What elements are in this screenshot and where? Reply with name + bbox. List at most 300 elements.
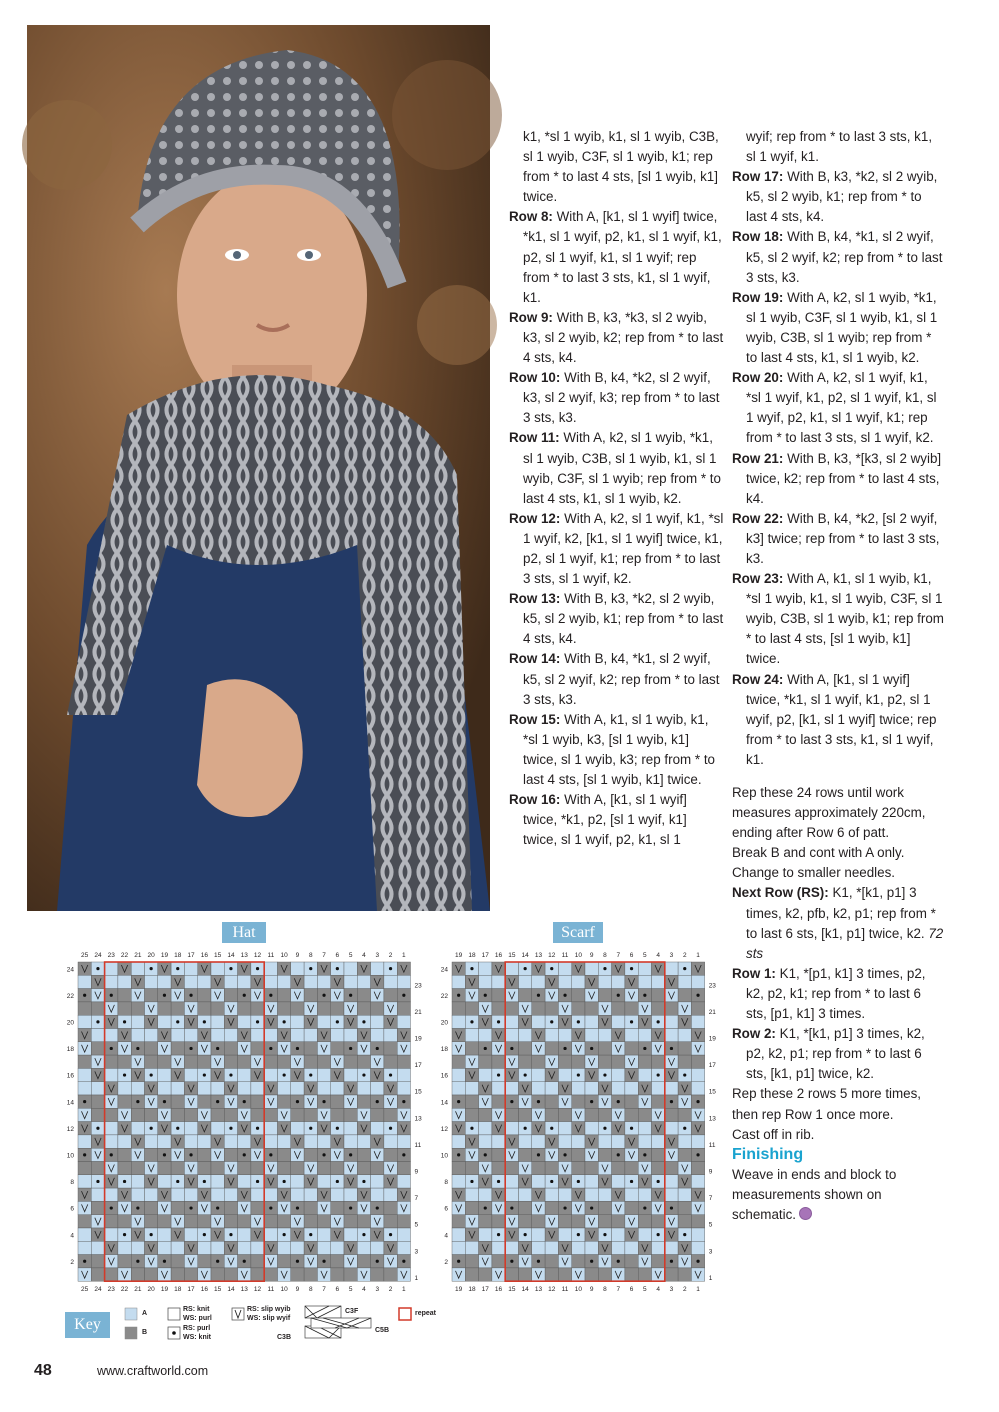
hat-cell [238, 975, 251, 988]
hat-purl-dot [389, 1073, 392, 1076]
hat-purl-dot [269, 994, 272, 997]
scarf-cell [532, 1068, 545, 1081]
hat-cell [264, 1135, 277, 1148]
scarf-purl-dot [457, 994, 460, 997]
scarf-cell [638, 1135, 651, 1148]
scarf-cell [598, 1042, 611, 1055]
scarf-cell [612, 1055, 625, 1068]
scarf-cell [465, 1201, 478, 1214]
scarf-row-label-left: 24 [440, 966, 448, 974]
hat-col-label: 1 [402, 1286, 406, 1294]
hat-cell [224, 1188, 237, 1201]
hat-cell [264, 1108, 277, 1121]
hat-cell [78, 1002, 91, 1015]
hat-col-label: 2 [388, 1286, 393, 1294]
scarf-chart [432, 945, 722, 1295]
hat-cell [331, 1255, 344, 1268]
scarf-cell [585, 1241, 598, 1254]
key-slip-rs: RS: slip wyib [247, 1306, 291, 1313]
scarf-cell [558, 1215, 571, 1228]
row-13: Row 13: With B, k3, *k2, sl 2 wyib, k5, sl 2 wyib, k1; rep from * to last 4 sts, k4. [509, 591, 724, 647]
hat-cell [251, 1255, 264, 1268]
scarf-col-label: 12 [548, 1286, 556, 1294]
scarf-cell [598, 975, 611, 988]
hat-cell [91, 1108, 104, 1121]
hat-cell [224, 1148, 237, 1161]
row-24: Row 24: With A, [k1, sl 1 wyif] twice, *k1, sl 1 wyif, k1, p2, sl 1 wyif, p2, [k1, sl 1 wyif] twice; rep from * to last 3 sts, k1, sl 1 wyif, k1. [732, 671, 937, 767]
scarf-cell [598, 989, 611, 1002]
scarf-purl-dot [643, 1153, 646, 1156]
hat-cell [105, 1068, 118, 1081]
key-repeat-swatch [399, 1308, 411, 1320]
hat-col-label: 15 [214, 1286, 222, 1294]
hat-cell [397, 1055, 410, 1068]
scarf-col-label: 1 [696, 952, 700, 959]
hat-purl-dot [362, 1073, 365, 1076]
hat-purl-dot [283, 1180, 286, 1183]
hat-cell [238, 1241, 251, 1254]
hat-purl-dot [389, 1127, 392, 1130]
scarf-col-label: 11 [561, 1286, 569, 1294]
hat-cell [198, 1148, 211, 1161]
hat-cell [171, 1095, 184, 1108]
hat-col-label: 3 [375, 952, 380, 959]
scarf-purl-dot [670, 1100, 673, 1103]
hat-row-label-left: 10 [66, 1152, 74, 1160]
hat-cell [224, 975, 237, 988]
hat-cell [184, 1268, 197, 1281]
hat-col-label: 18 [174, 952, 182, 959]
hat-cell [105, 1188, 118, 1201]
hat-cell [397, 1002, 410, 1015]
hat-purl-dot [283, 1020, 286, 1023]
scarf-cell [519, 1135, 532, 1148]
scarf-cell [465, 1095, 478, 1108]
hat-cell [224, 1029, 237, 1042]
scarf-purl-dot [484, 994, 487, 997]
scarf-cell [598, 1148, 611, 1161]
hat-purl-dot [176, 967, 179, 970]
hat-purl-dot [349, 994, 352, 997]
scarf-purl-dot [617, 1153, 620, 1156]
scarf-cell [625, 1042, 638, 1055]
hat-col-label: 5 [348, 1286, 353, 1294]
scarf-cell [492, 1162, 505, 1175]
scarf-purl-dot [497, 1020, 500, 1023]
hat-purl-dot [256, 1020, 259, 1023]
hat-cell [344, 1055, 357, 1068]
rib-row-1: Row 1: K1, *[p1, k1] 3 times, p2, k2, p2, k1; rep from * to last 6 sts, [p1, k1] 3 times. [732, 965, 926, 1022]
hat-purl-dot [243, 1100, 246, 1103]
hat-cell [397, 1135, 410, 1148]
row-20: Row 20: With A, k2, sl 1 wyif, k1, *sl 1 wyif, k1, p2, sl 1 wyif, k1, sl 1 wyif, p2, k1, sl 1 wyif, k1; rep from * to last 3 sts, sl 1 wyif, k2. [732, 370, 937, 446]
hat-cell [304, 1029, 317, 1042]
hat-purl-dot [163, 1260, 166, 1263]
scarf-cell [665, 1122, 678, 1135]
row-16-continued: wyif; rep from * to last 3 sts, k1, sl 1 wyif, k1. [746, 129, 933, 165]
scarf-cell [519, 1188, 532, 1201]
hat-cell [291, 1082, 304, 1095]
hat-col-label: 14 [227, 1286, 235, 1294]
scarf-cell [572, 989, 585, 1002]
hat-cell [131, 1268, 144, 1281]
hat-cell [78, 1215, 91, 1228]
scarf-cell [585, 1175, 598, 1188]
hat-cell [371, 1188, 384, 1201]
hat-col-label: 18 [174, 1286, 182, 1294]
hat-purl-dot [402, 1260, 405, 1263]
hat-cell [224, 1135, 237, 1148]
scarf-purl-dot [510, 1206, 513, 1209]
hat-purl-dot [376, 1260, 379, 1263]
hat-cell [304, 1188, 317, 1201]
scarf-cell [479, 1268, 492, 1281]
hat-cell [91, 1042, 104, 1055]
hat-cell [331, 1188, 344, 1201]
hat-cell [278, 989, 291, 1002]
scarf-purl-dot [537, 1100, 540, 1103]
hat-cell [291, 1029, 304, 1042]
hat-purl-dot [136, 1100, 139, 1103]
scarf-cell [638, 975, 651, 988]
scarf-col-label: 12 [548, 952, 556, 959]
hat-cell [331, 1268, 344, 1281]
hat-purl-dot [376, 1206, 379, 1209]
hat-cell [211, 1268, 224, 1281]
scarf-col-label: 10 [574, 1286, 582, 1294]
hat-cell [331, 1241, 344, 1254]
hat-cell [238, 1175, 251, 1188]
hat-cell [291, 1122, 304, 1135]
hat-cell [145, 1201, 158, 1214]
hat-cell [397, 1241, 410, 1254]
hat-row-label-left: 14 [66, 1099, 74, 1107]
hat-row-label-left: 16 [66, 1072, 74, 1080]
scarf-cell [665, 962, 678, 975]
hat-cell [371, 1002, 384, 1015]
hat-cell [78, 1068, 91, 1081]
hat-cell [384, 1108, 397, 1121]
hat-cell [118, 1162, 131, 1175]
hat-purl-dot [336, 1020, 339, 1023]
scarf-cell [652, 1162, 665, 1175]
hat-col-label: 8 [308, 1286, 313, 1294]
scarf-purl-dot [563, 1047, 566, 1050]
hat-cell [211, 962, 224, 975]
hat-purl-dot [203, 1020, 206, 1023]
hat-col-label: 2 [388, 952, 393, 959]
scarf-cell [558, 1228, 571, 1241]
scarf-row-label-left: 14 [440, 1099, 448, 1107]
hat-cell [158, 1175, 171, 1188]
scarf-cell [625, 1108, 638, 1121]
scarf-cell [545, 1201, 558, 1214]
hat-cell [211, 1029, 224, 1042]
hat-cell [357, 1148, 370, 1161]
scarf-cell [545, 1095, 558, 1108]
hat-cell [317, 1228, 330, 1241]
hat-cell [251, 1201, 264, 1214]
hat-purl-dot [296, 1206, 299, 1209]
scarf-cell [505, 1241, 518, 1254]
hat-purl-dot [203, 1233, 206, 1236]
hat-cell [158, 1228, 171, 1241]
hat-cell [317, 1162, 330, 1175]
hat-cell [371, 1082, 384, 1095]
scarf-cell [532, 1175, 545, 1188]
scarf-cell [625, 1188, 638, 1201]
scarf-row-label-right: 3 [708, 1248, 713, 1256]
hat-cell [91, 1082, 104, 1095]
scarf-cell [465, 1029, 478, 1042]
scarf-cell [492, 1002, 505, 1015]
hat-purl-dot [150, 1073, 153, 1076]
hat-cell [371, 1175, 384, 1188]
scarf-row-label-right: 15 [708, 1088, 716, 1096]
scarf-cell [678, 1042, 691, 1055]
hat-purl-dot [96, 967, 99, 970]
hat-purl-dot [136, 1047, 139, 1050]
hat-row-label-right: 1 [414, 1274, 419, 1282]
hat-cell [91, 1162, 104, 1175]
scarf-purl-dot [470, 1127, 473, 1130]
scarf-cell [652, 1095, 665, 1108]
scarf-purl-dot [670, 1206, 673, 1209]
hat-cell [238, 1055, 251, 1068]
scarf-purl-dot [457, 1153, 460, 1156]
scarf-cell [665, 1108, 678, 1121]
scarf-purl-dot [617, 994, 620, 997]
hat-col-label: 7 [322, 1286, 326, 1294]
scarf-cell [678, 975, 691, 988]
scarf-col-label: 17 [481, 952, 489, 959]
scarf-col-label: 14 [521, 952, 529, 959]
hat-cell [171, 1042, 184, 1055]
hat-cell [118, 1082, 131, 1095]
scarf-cell [665, 1241, 678, 1254]
scarf-cell [665, 1002, 678, 1015]
scarf-cell [452, 1002, 465, 1015]
hat-cell [278, 1135, 291, 1148]
scarf-col-label: 11 [561, 952, 569, 959]
hat-cell [397, 1228, 410, 1241]
scarf-cell [479, 1055, 492, 1068]
hat-cell [184, 1228, 197, 1241]
scarf-purl-dot [670, 1047, 673, 1050]
hat-purl-dot [389, 1233, 392, 1236]
scarf-cell [585, 1015, 598, 1028]
hat-cell [371, 962, 384, 975]
scarf-purl-dot [657, 1180, 660, 1183]
hat-cell [291, 1162, 304, 1175]
scarf-col-label: 7 [616, 952, 621, 959]
key-repeat-label: repeat [415, 1310, 437, 1317]
hat-cell [357, 1002, 370, 1015]
footer-url: www.craftworld.com [97, 1364, 209, 1378]
hat-cell [184, 1029, 197, 1042]
hat-cell [317, 975, 330, 988]
hat-cell [145, 1135, 158, 1148]
hat-purl-dot [229, 1073, 232, 1076]
hat-cell [91, 1188, 104, 1201]
hat-cell [91, 1002, 104, 1015]
hat-purl-dot [269, 1047, 272, 1050]
scarf-col-label: 5 [643, 952, 647, 959]
hat-cell [317, 1135, 330, 1148]
key-slip-ws: WS: slip wyif [247, 1315, 291, 1322]
hat-cell [344, 1122, 357, 1135]
hat-cell [264, 1215, 277, 1228]
hat-cell [278, 1241, 291, 1254]
hat-purl-dot [309, 1073, 312, 1076]
scarf-cell [545, 1002, 558, 1015]
scarf-cell [558, 1188, 571, 1201]
hat-cell [211, 1122, 224, 1135]
scarf-col-label: 17 [481, 1286, 489, 1294]
yarn-ball-icon [799, 1207, 812, 1220]
hat-cell [331, 1095, 344, 1108]
hat-cell [184, 1135, 197, 1148]
scarf-cell [638, 1108, 651, 1121]
hat-cell [291, 1002, 304, 1015]
scarf-purl-dot [643, 1206, 646, 1209]
hat-cell [198, 1241, 211, 1254]
hat-purl-dot [189, 1047, 192, 1050]
scarf-purl-dot [563, 1153, 566, 1156]
scarf-cell [479, 1108, 492, 1121]
hat-cell [317, 1215, 330, 1228]
scarf-cell [465, 1108, 478, 1121]
hat-cell [211, 1108, 224, 1121]
row-14: Row 14: With B, k4, *k1, sl 2 wyif, k5, sl 2 wyif, k2; rep from * to last 3 sts, k3. [509, 651, 720, 707]
hat-cell [184, 1215, 197, 1228]
scarf-purl-dot [537, 1260, 540, 1263]
scarf-purl-dot [630, 1020, 633, 1023]
scarf-cell [519, 1268, 532, 1281]
scarf-cell [572, 1082, 585, 1095]
hat-cell [317, 1082, 330, 1095]
hat-col-label: 5 [348, 952, 353, 959]
hat-col-label: 24 [94, 1286, 102, 1294]
hat-col-label: 16 [200, 1286, 208, 1294]
hat-purl-dot [402, 1153, 405, 1156]
scarf-purl-dot [670, 1260, 673, 1263]
hat-cell [304, 975, 317, 988]
hat-purl-dot [229, 1233, 232, 1236]
scarf-cell [545, 1108, 558, 1121]
scarf-cell [678, 1148, 691, 1161]
scarf-col-label: 4 [656, 952, 660, 959]
scarf-cell [572, 1162, 585, 1175]
scarf-cell [665, 1162, 678, 1175]
scarf-cell [638, 1055, 651, 1068]
scarf-col-label: 18 [468, 1286, 476, 1294]
hat-col-label: 6 [335, 1286, 340, 1294]
hat-cell [264, 1068, 277, 1081]
hat-cell [105, 1108, 118, 1121]
scarf-cell [545, 1255, 558, 1268]
scarf-row-label-left: 2 [444, 1258, 448, 1266]
hat-purl-dot [123, 1020, 126, 1023]
hat-cell [158, 1068, 171, 1081]
hat-cell [251, 1241, 264, 1254]
scarf-col-label: 6 [629, 952, 634, 959]
hat-row-label-right: 23 [414, 982, 422, 990]
hat-cell [105, 1055, 118, 1068]
hat-purl-dot [96, 1127, 99, 1130]
scarf-cell [678, 1268, 691, 1281]
cast-off: Cast off in rib. [732, 1126, 815, 1142]
hat-cell [78, 975, 91, 988]
scarf-row-label-left: 20 [440, 1019, 448, 1027]
key-title: Key [65, 1312, 110, 1338]
hat-cell [131, 1188, 144, 1201]
hat-cell [251, 1082, 264, 1095]
scarf-cell [545, 1162, 558, 1175]
scarf-cell [638, 1215, 651, 1228]
rib-row-2: Row 2: K1, *[k1, p1] 3 times, k2, p2, k2, p1; rep from * to last 6 sts, [k1, p1] twice, k2. [732, 1026, 925, 1082]
hat-purl-dot [362, 1180, 365, 1183]
scarf-cell [519, 1148, 532, 1161]
hat-cell [251, 1162, 264, 1175]
scarf-cell [505, 1268, 518, 1281]
hat-cell [131, 1241, 144, 1254]
hat-chart-title: Hat [222, 922, 266, 943]
scarf-row-label-left: 4 [444, 1232, 448, 1240]
scarf-cell [572, 1135, 585, 1148]
hat-cell [78, 1241, 91, 1254]
hat-cell [145, 1188, 158, 1201]
scarf-cell [678, 989, 691, 1002]
hat-cell [264, 1055, 277, 1068]
hat-col-label: 12 [253, 1286, 262, 1294]
hat-cell [211, 1175, 224, 1188]
hat-purl-dot [243, 1153, 246, 1156]
scarf-cell [465, 1042, 478, 1055]
hat-row-label-right: 3 [414, 1248, 419, 1256]
scarf-cell [691, 1162, 704, 1175]
hat-cell [357, 1135, 370, 1148]
hat-col-label: 17 [187, 952, 195, 959]
scarf-col-label: 8 [603, 952, 607, 959]
scarf-col-label: 18 [468, 952, 476, 959]
scarf-cell [452, 1135, 465, 1148]
scarf-purl-dot [657, 1233, 660, 1236]
hat-cell [171, 1255, 184, 1268]
hat-cell [91, 1029, 104, 1042]
hat-cell [291, 1108, 304, 1121]
hat-purl-dot [136, 1260, 139, 1263]
scarf-cell [638, 1268, 651, 1281]
hat-purl-dot [176, 1180, 179, 1183]
hat-cell [131, 1175, 144, 1188]
hat-purl-dot [243, 994, 246, 997]
hat-cell [131, 1122, 144, 1135]
hat-purl-dot [83, 1260, 86, 1263]
hat-cell [371, 1015, 384, 1028]
hat-purl-dot [189, 1206, 192, 1209]
hat-col-label: 11 [267, 1286, 275, 1294]
hat-purl-dot [216, 1206, 219, 1209]
hat-purl-dot [362, 1020, 365, 1023]
hat-purl-dot [83, 1153, 86, 1156]
scarf-col-label: 13 [534, 952, 543, 959]
scarf-purl-dot [683, 1127, 686, 1130]
scarf-col-label: 10 [574, 952, 582, 959]
hat-cell [238, 1135, 251, 1148]
rep-instructions: Rep these 24 rows until work measures approximately 220cm, ending after Row 6 of patt. [732, 785, 926, 841]
scarf-cell [465, 1268, 478, 1281]
